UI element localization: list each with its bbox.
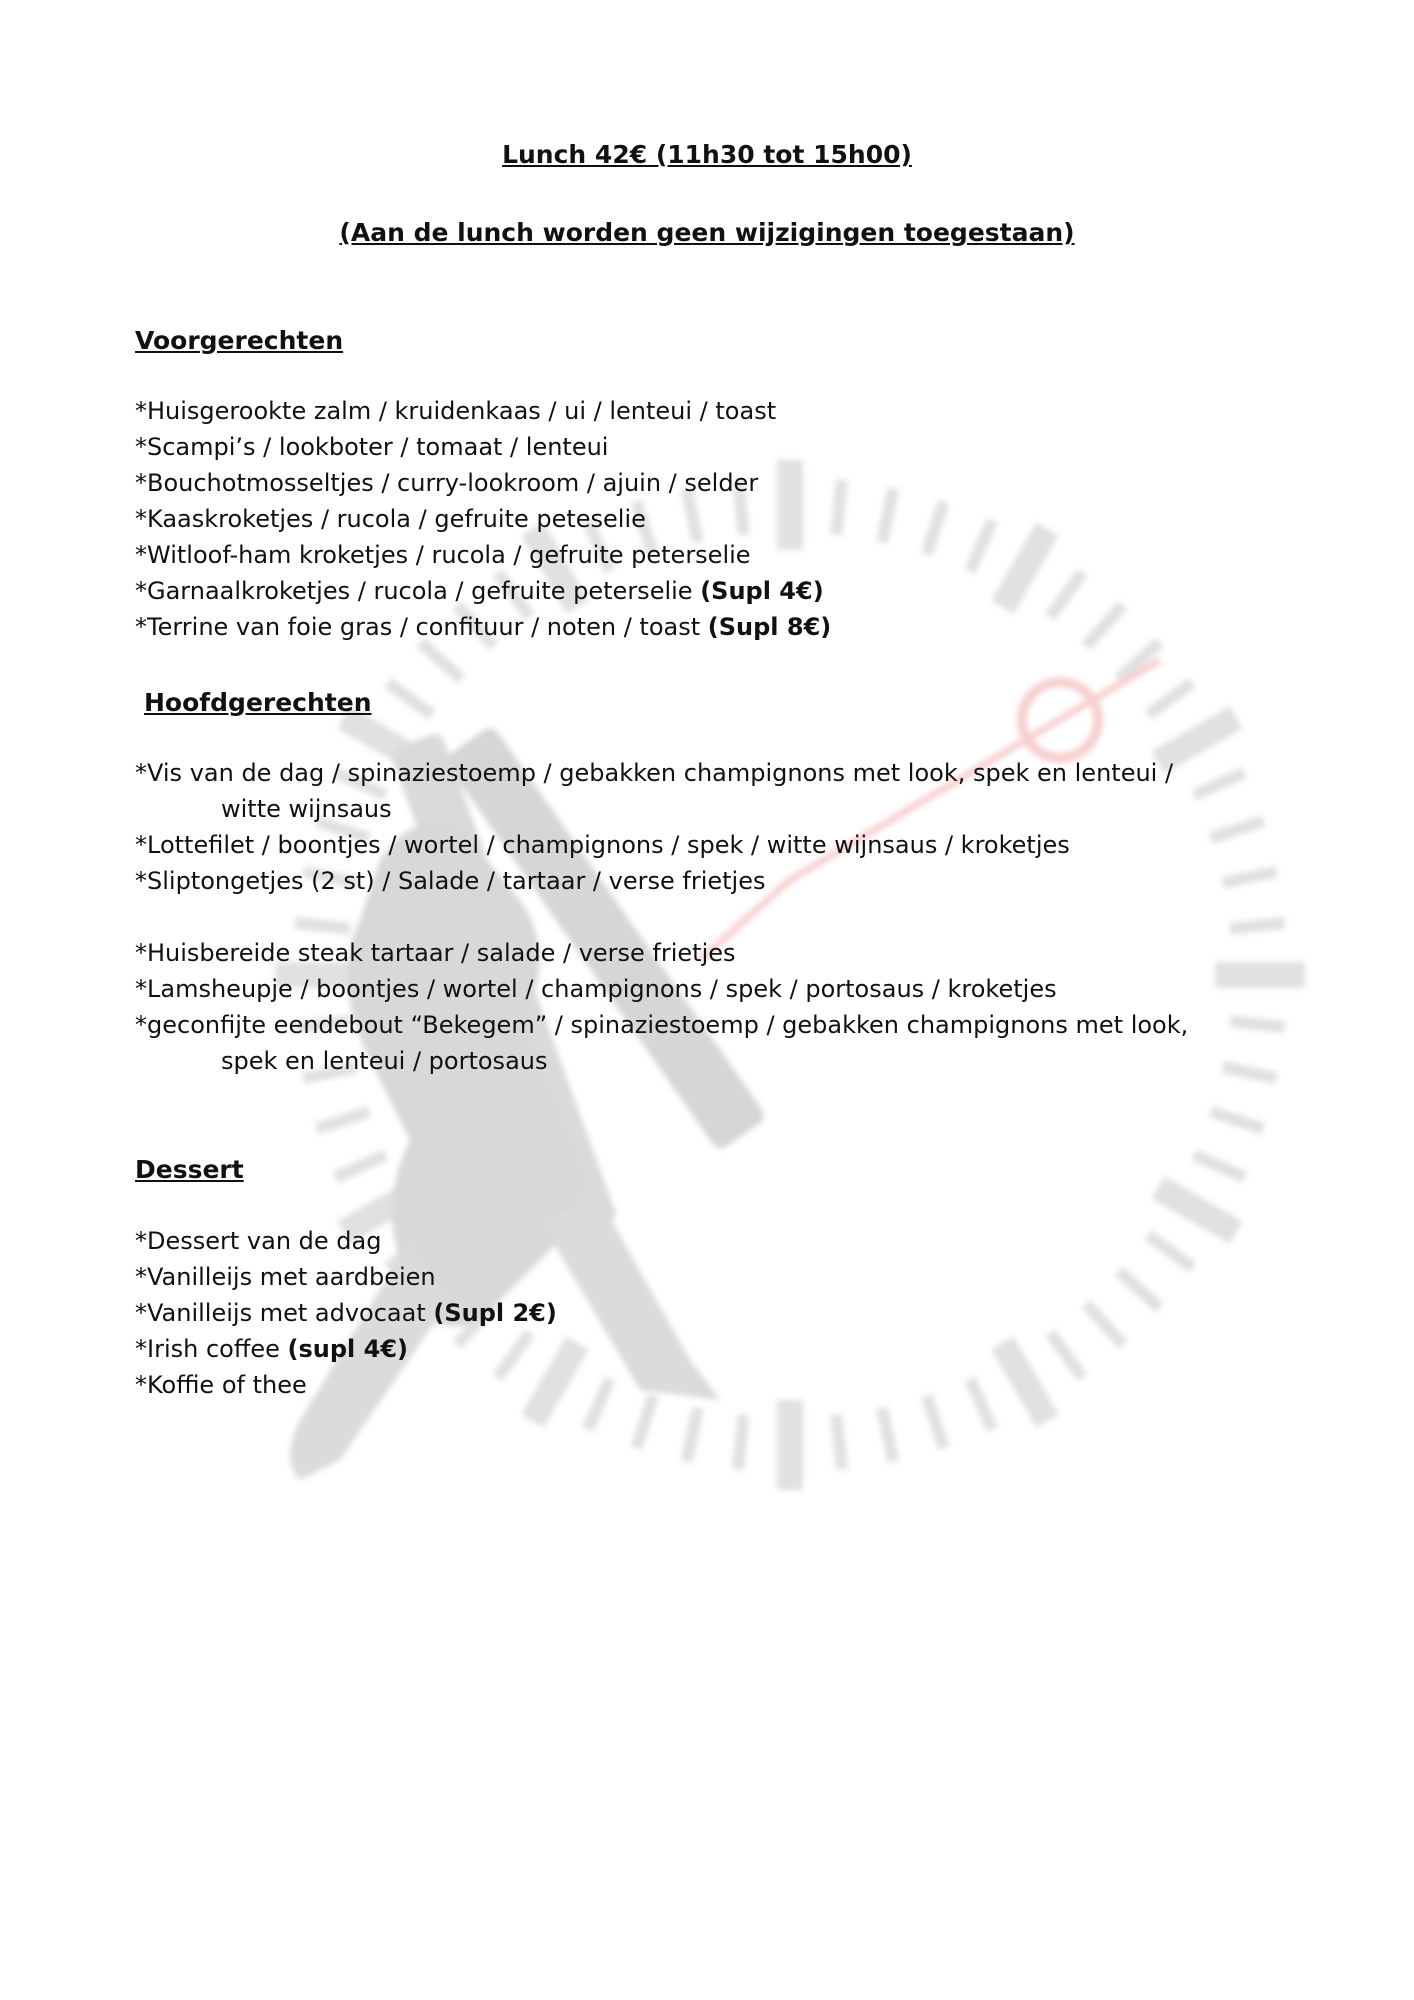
main-course-item — [135, 971, 1057, 1007]
menu-item-text: *Garnaalkroketjes / rucola / gefruite peterselie — [135, 577, 701, 605]
starter-item — [135, 501, 646, 537]
dessert-item — [135, 1259, 436, 1295]
main-course-item — [135, 827, 1070, 863]
main-course-item — [135, 935, 736, 971]
main-course-item — [135, 863, 765, 899]
menu-item-text: *Scampi’s / lookboter / tomaat / lenteui — [135, 433, 609, 461]
menu-item-text: *Dessert van de dag — [135, 1227, 382, 1255]
menu-item-text: *Huisgerookte zalm / kruidenkaas / ui / lenteui / toast — [135, 397, 777, 425]
menu-item-text: *Kaaskroketjes / rucola / gefruite peteselie — [135, 505, 646, 533]
heading-dessert: Dessert — [135, 1155, 244, 1184]
menu-item-text: *Vanilleijs met aardbeien — [135, 1263, 436, 1291]
menu-item-text: *Huisbereide steak tartaar / salade / verse frietjes — [135, 939, 736, 967]
main-course-item — [135, 1007, 1188, 1079]
main-course-item — [135, 755, 1173, 827]
starter-item — [135, 465, 758, 501]
starter-item — [135, 609, 831, 645]
menu-title: Lunch 42€ (11h30 tot 15h00) — [502, 140, 912, 169]
menu-item-text: *Koffie of thee — [135, 1371, 307, 1399]
menu-item-text: *geconfijte eendebout “Bekegem” / spinaziestoemp / gebakken champignons met look, — [135, 1011, 1189, 1039]
menu-item-supplement: (Supl 4€) — [700, 577, 824, 605]
menu-subtitle: (Aan de lunch worden geen wijzigingen toegestaan) — [339, 218, 1075, 247]
menu-item-supplement: (Supl 2€) — [433, 1299, 557, 1327]
menu-item-text: *Lamsheupje / boontjes / wortel / champignons / spek / portosaus / kroketjes — [135, 975, 1057, 1003]
menu-item-text: *Bouchotmosseltjes / curry-lookroom / ajuin / selder — [135, 469, 759, 497]
menu-item-text: *Sliptongetjes (2 st) / Salade / tartaar / verse frietjes — [135, 867, 766, 895]
menu-item-text: *Irish coffee — [135, 1335, 288, 1363]
menu-item-supplement: (supl 4€) — [287, 1335, 408, 1363]
starter-item — [135, 573, 824, 609]
dessert-item — [135, 1331, 408, 1367]
menu-item-supplement: (Supl 8€) — [707, 613, 832, 641]
dessert-item — [135, 1223, 381, 1259]
menu-item-text: *Witloof-ham kroketjes / rucola / gefruite peterselie — [135, 541, 751, 569]
menu-item-text: *Terrine van foie gras / confituur / noten / toast — [135, 613, 708, 641]
menu-item-text: *Lottefilet / boontjes / wortel / champignons / spek / witte wijnsaus / kroketjes — [135, 831, 1070, 859]
menu-item-text: *Vanilleijs met advocaat — [135, 1299, 434, 1327]
heading-voorgerechten: Voorgerechten — [135, 326, 344, 355]
starter-item — [135, 537, 751, 573]
heading-hoofdgerechten: Hoofdgerechten — [144, 688, 372, 717]
dessert-item — [135, 1295, 557, 1331]
menu-item-continuation: spek en lenteui / portosaus — [221, 1047, 548, 1075]
starter-item — [135, 393, 776, 429]
dessert-item — [135, 1367, 307, 1403]
starter-item — [135, 429, 608, 465]
menu-item-continuation: witte wijnsaus — [221, 795, 392, 823]
menu-item-text: *Vis van de dag / spinaziestoemp / gebakken champignons met look, spek en lenteui / — [135, 759, 1174, 787]
